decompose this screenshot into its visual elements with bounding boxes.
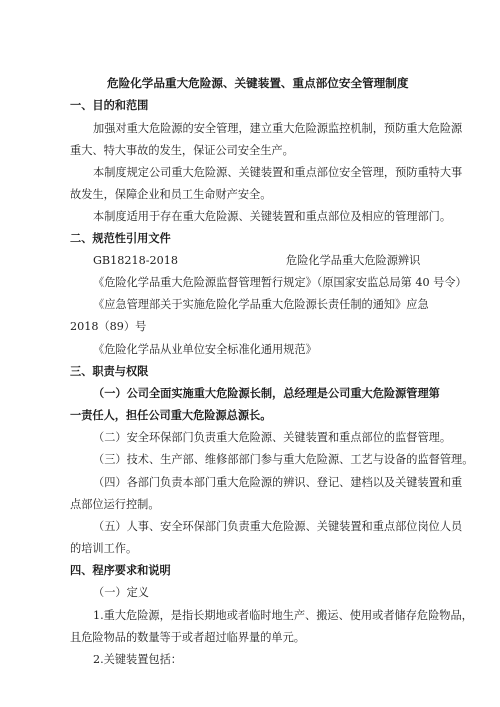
section-1-paragraph-2-line-1: 本制度规定公司重大危险源、关键装置和重点部位安全管理，预防重特大事 [93, 166, 463, 179]
reference-2: 《危险化学品重大危险源监督管理暂行规定》（原国家安监总局第 40 号令） [93, 276, 467, 289]
section-1-heading: 一、目的和范围 [70, 99, 149, 112]
reference-1-code: GB18218-2018 [93, 254, 178, 267]
section-4-heading: 四、程序要求和说明 [70, 564, 171, 577]
responsibility-1-line-2: 一责任人，担任公司重大危险源总源长。 [70, 409, 272, 422]
definition-1-line-2: 且危险物品的数量等于或者超过临界量的单元。 [70, 631, 305, 644]
reference-1-name: 危险化学品重大危险源辨识 [286, 254, 421, 267]
section-1-paragraph-1-line-1: 加强对重大危险源的安全管理，建立重大危险源监控机制，预防重大危险源 [93, 122, 463, 135]
section-1-paragraph-3: 本制度适用于存在重大危险源、关键装置和重点部位及相应的管理部门。 [93, 210, 452, 223]
responsibility-4-line-2: 点部位运行控制。 [70, 498, 160, 511]
definition-1-line-1: 1.重大危险源，是指长期地或者临时地生产、搬运、使用或者储存危险物品， [93, 609, 473, 622]
reference-3-line-2: 2018（89）号 [70, 320, 147, 333]
responsibility-5-line-2: 的培训工作。 [70, 542, 138, 555]
reference-4: 《危险化学品从业单位安全标准化通用规范》 [93, 343, 317, 356]
responsibility-4-line-1: （四）各部门负责本部门重大危险源的辨识、登记、建档以及关键装置和重 [93, 476, 463, 489]
reference-3-line-1: 《应急管理部关于实施危险化学品重大危险源长责任制的通知》应急 [93, 298, 429, 311]
section-2-heading: 二、规范性引用文件 [70, 232, 171, 245]
document-title: 危险化学品重大危险源、关键装置、重点部位安全管理制度 [107, 76, 409, 90]
section-1-paragraph-2-line-2: 故发生，保障企业和员工生命财产安全。 [70, 188, 272, 201]
responsibility-5-line-1: （五）人事、安全环保部门负责重大危险源、关键装置和重点部位岗位人员 [93, 520, 463, 533]
section-3-heading: 三、职责与权限 [70, 365, 149, 378]
responsibility-1-line-1: （一）公司全面实施重大危险源长制，总经理是公司重大危险源管理第 [93, 387, 440, 400]
subsection-definition: （一）定义 [93, 586, 149, 599]
responsibility-2: （二）安全环保部门负责重大危险源、关键装置和重点部位的监督管理。 [93, 431, 452, 444]
responsibility-3: （三）技术、生产部、维修部部门参与重大危险源、工艺与设备的监督管理。 [93, 453, 474, 466]
definition-2: 2.关键装置包括： [93, 653, 182, 666]
section-1-paragraph-1-line-2: 重大、特大事故的发生，保证公司安全生产。 [70, 144, 294, 157]
